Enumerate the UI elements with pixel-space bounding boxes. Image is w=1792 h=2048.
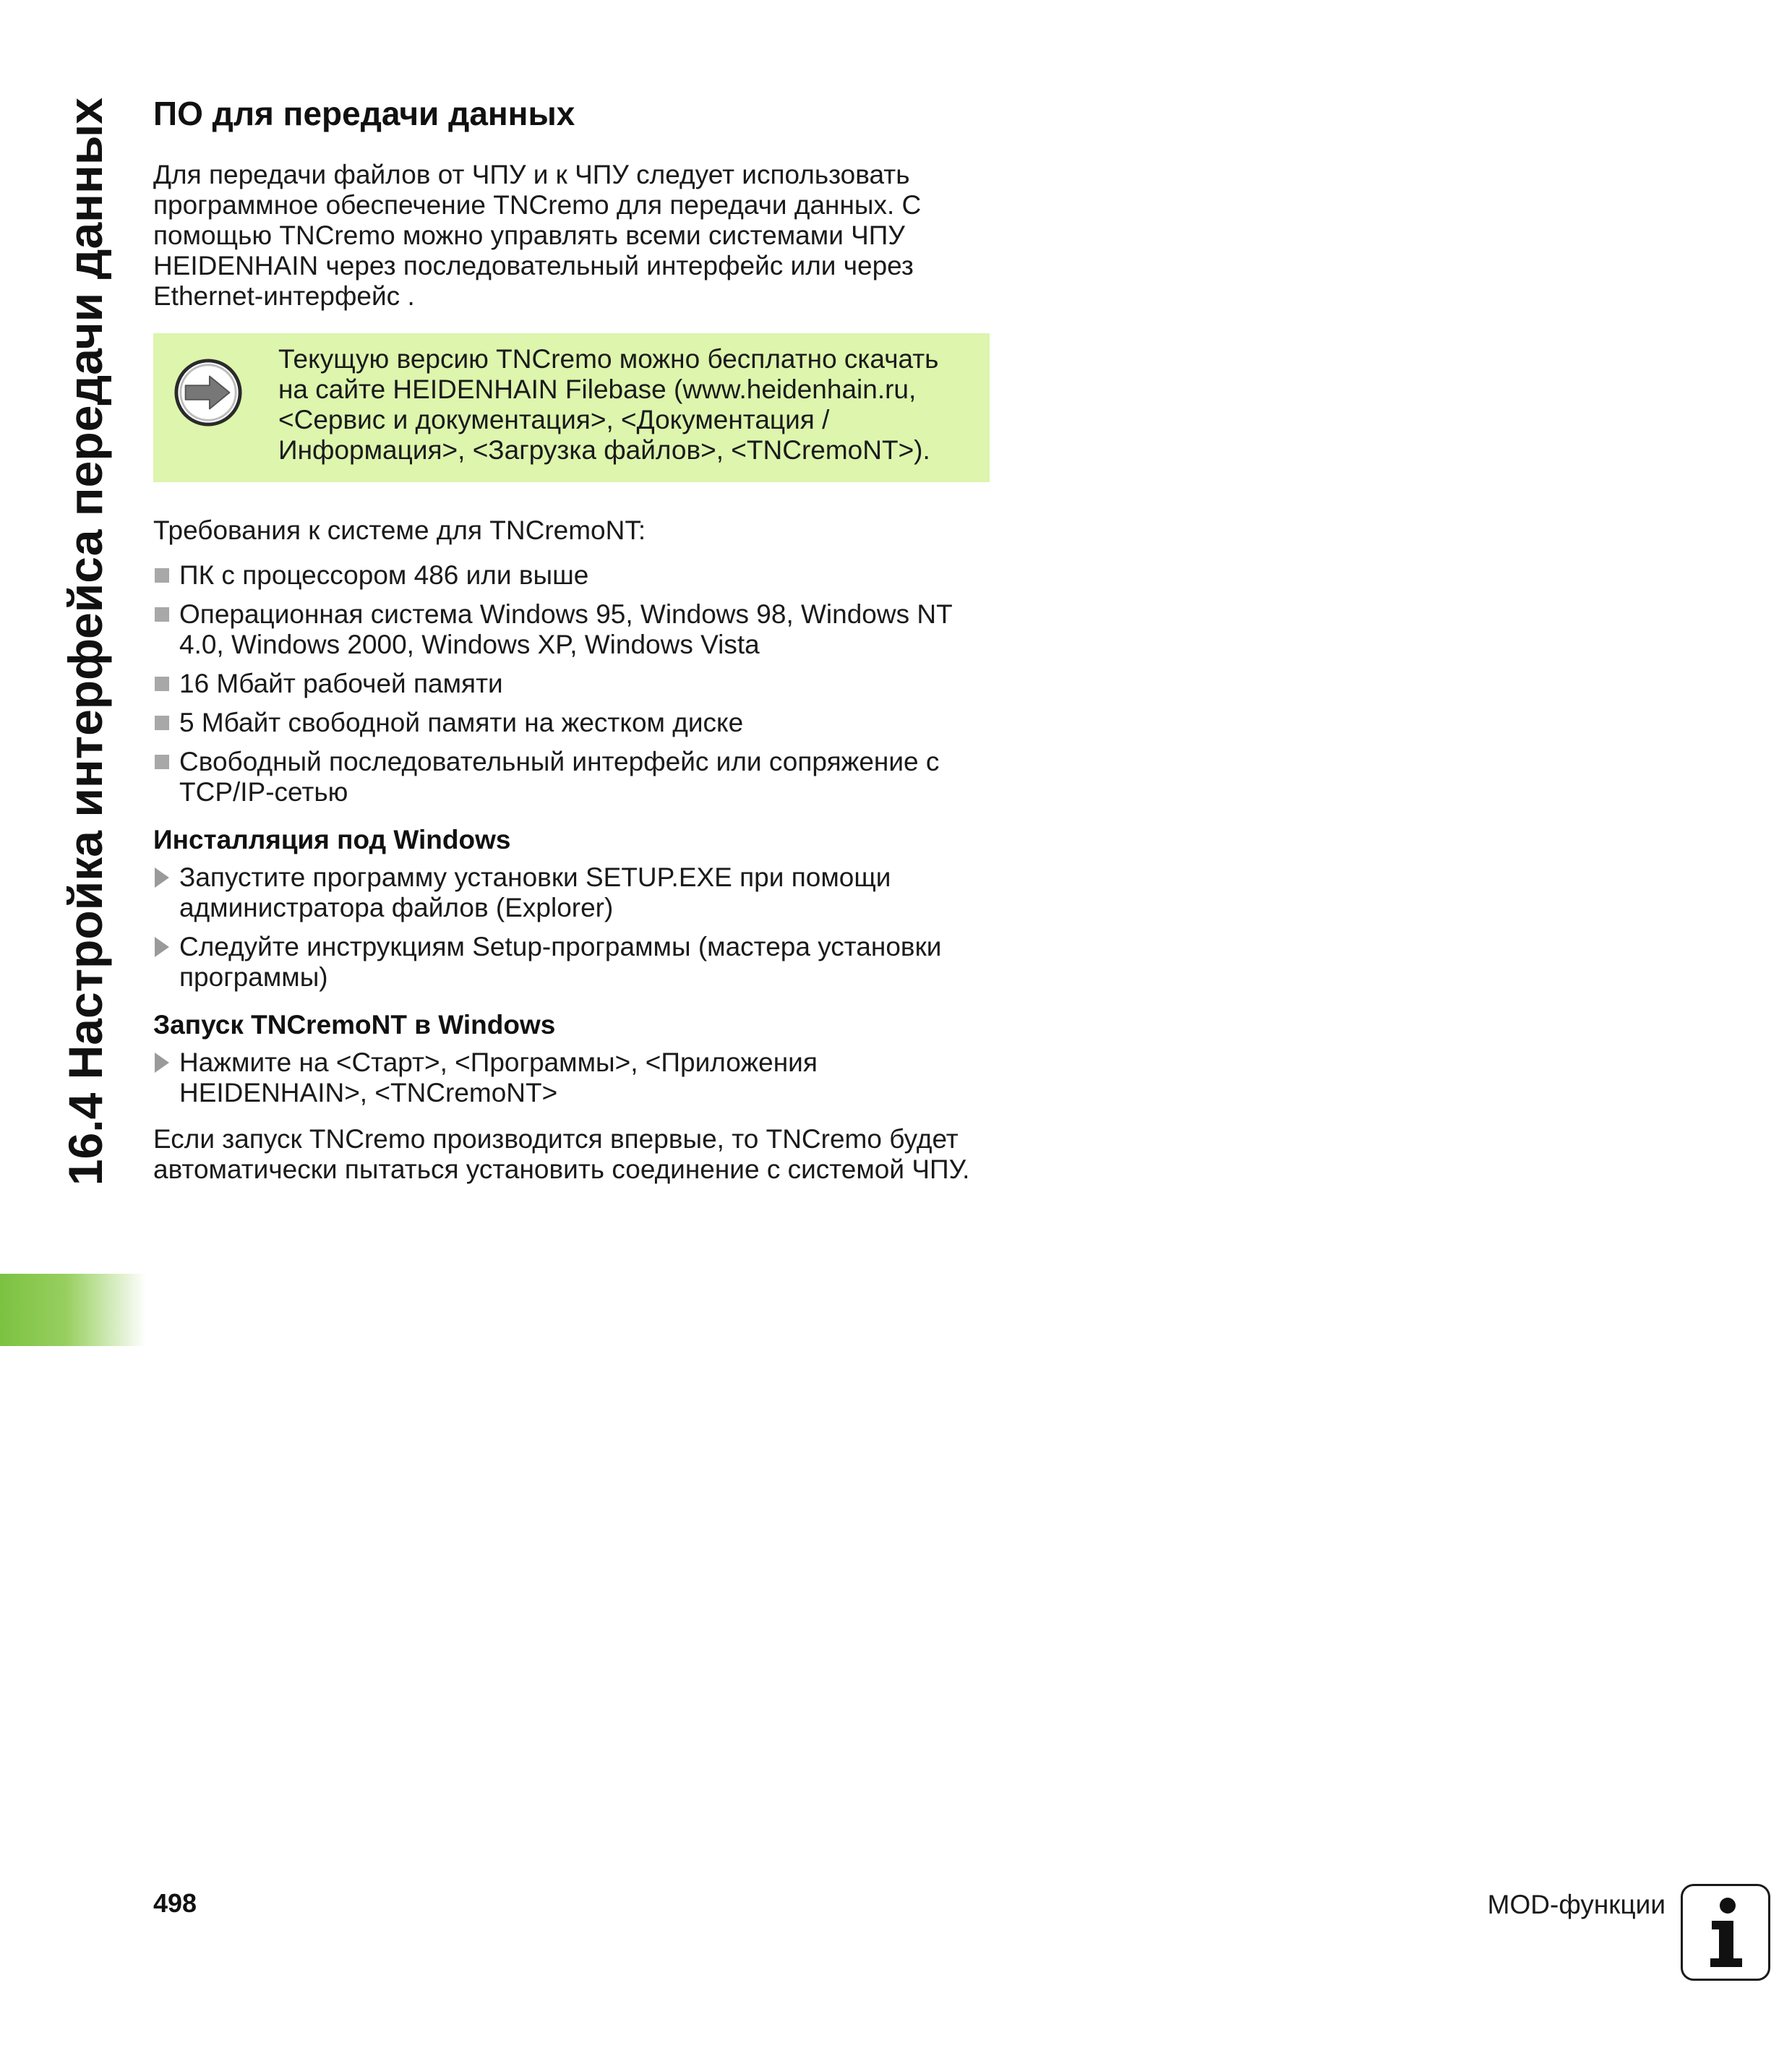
page-heading: ПО для передачи данных <box>153 95 575 132</box>
chapter-label: MOD-функции <box>1487 1890 1665 1919</box>
triangle-bullet-icon <box>155 867 169 888</box>
step-text: Следуйте инструкциям Setup-программы (мастера установки программы) <box>179 932 942 992</box>
note-line: Текущую версию TNCremo можно бесплатно скачать <box>278 344 939 374</box>
square-bullet-icon <box>155 607 169 622</box>
list-item <box>153 669 999 699</box>
note-line: Информация>, <Загрузка файлов>, <TNCremoNT>). <box>278 435 930 465</box>
install-heading: Инсталляция под Windows <box>153 825 511 854</box>
step-item <box>153 1047 999 1108</box>
note-line: на сайте HEIDENHAIN Filebase (www.heidenhain.ru, <box>278 374 917 404</box>
requirements-intro: Требования к системе для TNCremoNT: <box>153 515 646 545</box>
list-item-text: Операционная система Windows 95, Windows 98, Windows NT 4.0, Windows 2000, Windows XP, Windows Vista <box>179 599 953 659</box>
step-item <box>153 862 999 923</box>
info-icon <box>1681 1884 1770 1981</box>
note-box <box>153 333 990 482</box>
list-item-text: 16 Мбайт рабочей памяти <box>179 669 503 698</box>
list-item <box>153 708 999 738</box>
note-text <box>278 344 979 466</box>
arrow-right-icon <box>173 357 244 428</box>
intro-paragraph: Для передачи файлов от ЧПУ и к ЧПУ следует использовать программное обеспечение TNCremo для передачи данных. С помощью TNCremo можно управлять всеми системами ЧПУ HEIDENHAIN через последовательный интерфейс или через Ethernet-интерфейс . <box>153 160 922 311</box>
install-steps <box>153 862 999 993</box>
launch-steps <box>153 1047 999 1108</box>
square-bullet-icon <box>155 716 169 730</box>
list-item-text: ПК с процессором 486 или выше <box>179 560 589 590</box>
launch-heading: Запуск TNCremoNT в Windows <box>153 1010 556 1040</box>
closing-paragraph: Если запуск TNCremo производится впервые, то TNCremo будет автоматически пытаться установить соединение с системой ЧПУ. <box>153 1124 970 1184</box>
chapter-tab-marker <box>0 1274 146 1346</box>
list-item <box>153 747 999 807</box>
side-section-title-text: 16.4 Настройка интерфейса передачи данных <box>59 98 112 1186</box>
square-bullet-icon <box>155 755 169 769</box>
main-content <box>153 90 999 1185</box>
list-item <box>153 599 999 660</box>
info-glyph <box>1683 1886 1768 1979</box>
page-number: 498 <box>153 1888 197 1918</box>
list-item-text: Свободный последовательный интерфейс или сопряжение с TCP/IP-сетью <box>179 747 940 807</box>
note-line: <Сервис и документация>, <Документация / <box>278 405 830 434</box>
triangle-bullet-icon <box>155 937 169 957</box>
requirements-list <box>153 560 999 807</box>
square-bullet-icon <box>155 568 169 583</box>
list-item-text: 5 Мбайт свободной памяти на жестком диске <box>179 708 744 737</box>
step-text: Запустите программу установки SETUP.EXE при помощи администратора файлов (Explorer) <box>179 862 891 922</box>
triangle-bullet-icon <box>155 1053 169 1073</box>
side-section-title <box>49 98 121 1207</box>
square-bullet-icon <box>155 677 169 691</box>
step-item <box>153 932 999 993</box>
step-text: Нажмите на <Старт>, <Программы>, <Приложения HEIDENHAIN>, <TNCremoNT> <box>179 1047 818 1107</box>
list-item <box>153 560 999 591</box>
